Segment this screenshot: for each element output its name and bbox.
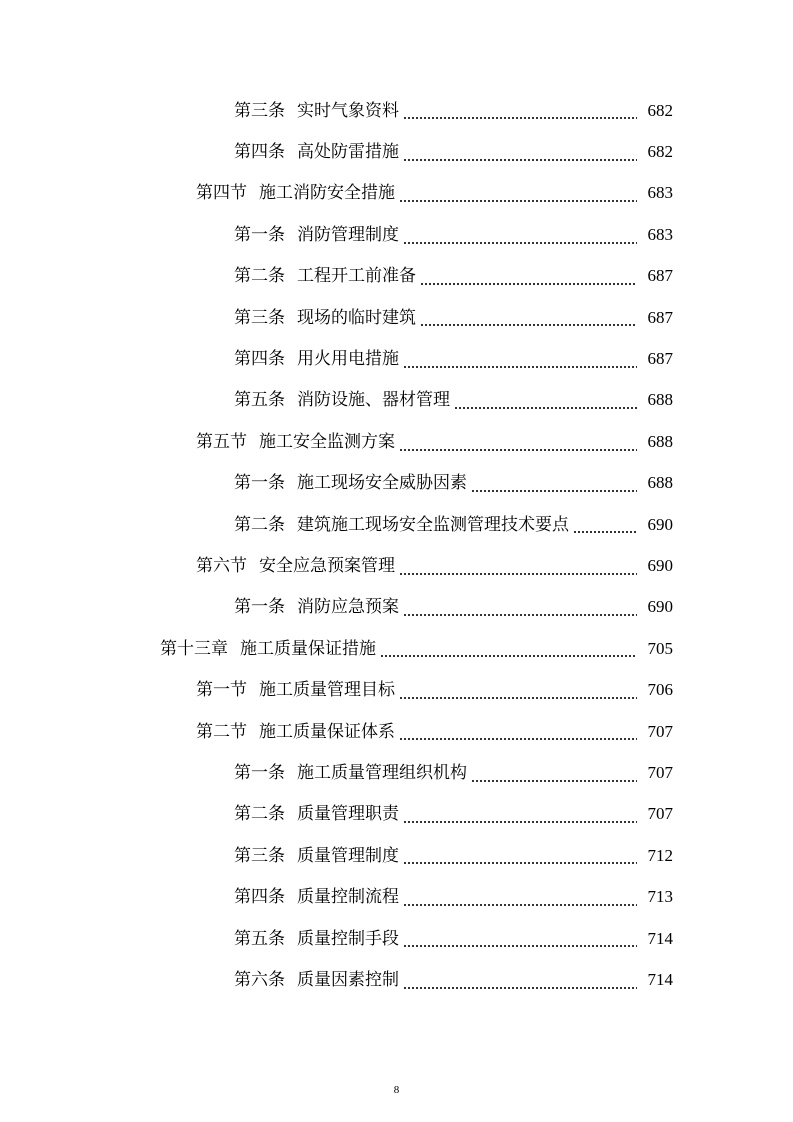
toc-entry[interactable]: [0, 794, 793, 835]
toc-entry-page: 690: [647, 597, 673, 617]
toc-entry-page: 714: [647, 969, 673, 989]
dot-leader: [471, 490, 637, 492]
toc-entry-title: 质量因素控制: [297, 969, 399, 990]
toc-entry-title: 消防管理制度: [297, 224, 399, 245]
toc-entry-title: 质量管理职责: [297, 804, 399, 825]
dot-leader: [403, 987, 637, 989]
toc-entry[interactable]: [0, 256, 793, 297]
toc-entry-title: 质量控制手段: [297, 928, 399, 949]
toc-entry-title: 施工消防安全措施: [259, 183, 395, 204]
toc-entry-title: 工程开工前准备: [297, 266, 416, 287]
toc-entry-page: 687: [647, 266, 673, 286]
dot-leader: [454, 407, 637, 409]
toc-entry-title: 实时气象资料: [297, 100, 399, 121]
toc-entry-number: 第三条: [234, 100, 285, 121]
toc-entry-page: 687: [647, 349, 673, 369]
toc-entry[interactable]: [0, 173, 793, 214]
toc-entry-number: 第四条: [234, 887, 285, 908]
toc-entry-page: 688: [647, 431, 673, 451]
toc-entry-page: 683: [647, 183, 673, 203]
toc-entry-number: 第二条: [234, 804, 285, 825]
toc-entry[interactable]: [0, 669, 793, 710]
toc-entry-title: 用火用电措施: [297, 349, 399, 370]
toc-entry-page: 706: [647, 680, 673, 700]
table-of-contents: [0, 90, 793, 1001]
toc-entry-title: 质量管理制度: [297, 845, 399, 866]
toc-entry[interactable]: [0, 959, 793, 1000]
toc-entry[interactable]: [0, 463, 793, 504]
toc-entry[interactable]: [0, 297, 793, 338]
toc-entry-title: 施工安全监测方案: [259, 431, 395, 452]
toc-entry-number: 第四条: [234, 142, 285, 163]
dot-leader: [399, 573, 637, 575]
toc-entry-title: 施工质量管理目标: [259, 680, 395, 701]
toc-entry-page: 687: [647, 307, 673, 327]
toc-entry-number: 第一条: [234, 473, 285, 494]
toc-entry-number: 第五条: [234, 390, 285, 411]
toc-entry[interactable]: [0, 504, 793, 545]
dot-leader: [399, 697, 637, 699]
dot-leader: [573, 531, 637, 533]
toc-entry-title: 高处防雷措施: [297, 142, 399, 163]
toc-entry[interactable]: [0, 90, 793, 131]
dot-leader: [420, 283, 637, 285]
dot-leader: [403, 904, 637, 906]
toc-entry-number: 第六条: [234, 969, 285, 990]
toc-entry-number: 第一节: [196, 680, 247, 701]
toc-entry[interactable]: [0, 421, 793, 462]
toc-entry[interactable]: [0, 876, 793, 917]
toc-entry-page: 714: [647, 928, 673, 948]
toc-entry[interactable]: [0, 628, 793, 669]
page-number: 8: [393, 1084, 400, 1096]
toc-entry-number: 第五节: [196, 431, 247, 452]
dot-leader: [403, 862, 637, 864]
toc-entry[interactable]: [0, 918, 793, 959]
toc-entry-page: 707: [647, 721, 673, 741]
toc-entry-page: 682: [647, 142, 673, 162]
toc-entry[interactable]: [0, 835, 793, 876]
toc-entry-number: 第二节: [196, 721, 247, 742]
toc-entry-number: 第一条: [234, 762, 285, 783]
toc-entry-title: 质量控制流程: [297, 887, 399, 908]
dot-leader: [403, 614, 637, 616]
dot-leader: [420, 324, 637, 326]
dot-leader: [399, 449, 637, 451]
toc-entry-page: 690: [647, 555, 673, 575]
toc-entry[interactable]: [0, 711, 793, 752]
toc-entry-title: 施工质量保证措施: [240, 638, 376, 659]
dot-leader: [399, 200, 637, 202]
toc-entry[interactable]: [0, 380, 793, 421]
toc-entry-page: 690: [647, 514, 673, 534]
toc-entry-number: 第四节: [196, 183, 247, 204]
toc-entry-number: 第六节: [196, 555, 247, 576]
toc-entry-number: 第三条: [234, 307, 285, 328]
dot-leader: [403, 821, 637, 823]
dot-leader: [403, 945, 637, 947]
toc-entry-number: 第二条: [234, 266, 285, 287]
toc-entry-number: 第一条: [234, 224, 285, 245]
toc-entry-number: 第二条: [234, 514, 285, 535]
toc-entry-title: 安全应急预案管理: [259, 555, 395, 576]
toc-entry-number: 第三条: [234, 845, 285, 866]
dot-leader: [403, 242, 637, 244]
toc-entry-title: 消防设施、器材管理: [297, 390, 450, 411]
dot-leader: [399, 738, 637, 740]
toc-entry-page: 688: [647, 390, 673, 410]
toc-entry[interactable]: [0, 752, 793, 793]
toc-entry-number: 第一条: [234, 597, 285, 618]
toc-entry-number: 第四条: [234, 349, 285, 370]
toc-entry-page: 707: [647, 804, 673, 824]
toc-entry-number: 第五条: [234, 928, 285, 949]
dot-leader: [403, 366, 637, 368]
dot-leader: [380, 655, 637, 657]
toc-entry-title: 消防应急预案: [297, 597, 399, 618]
toc-entry[interactable]: [0, 587, 793, 628]
toc-entry-page: 683: [647, 224, 673, 244]
toc-entry[interactable]: [0, 338, 793, 379]
toc-entry[interactable]: [0, 545, 793, 586]
toc-entry-page: 705: [647, 638, 673, 658]
toc-entry-title: 建筑施工现场安全监测管理技术要点: [297, 514, 569, 535]
toc-entry-page: 713: [647, 887, 673, 907]
toc-entry-page: 688: [647, 473, 673, 493]
dot-leader: [403, 159, 637, 161]
toc-entry-number: 第十三章: [160, 638, 228, 659]
toc-entry-page: 707: [647, 762, 673, 782]
toc-entry-title: 现场的临时建筑: [297, 307, 416, 328]
toc-entry-page: 682: [647, 100, 673, 120]
dot-leader: [403, 117, 637, 119]
toc-entry[interactable]: [0, 214, 793, 255]
toc-entry-page: 712: [647, 845, 673, 865]
dot-leader: [471, 780, 637, 782]
toc-entry-title: 施工质量保证体系: [259, 721, 395, 742]
toc-entry-title: 施工质量管理组织机构: [297, 762, 467, 783]
toc-entry[interactable]: [0, 131, 793, 172]
toc-entry-title: 施工现场安全威胁因素: [297, 473, 467, 494]
